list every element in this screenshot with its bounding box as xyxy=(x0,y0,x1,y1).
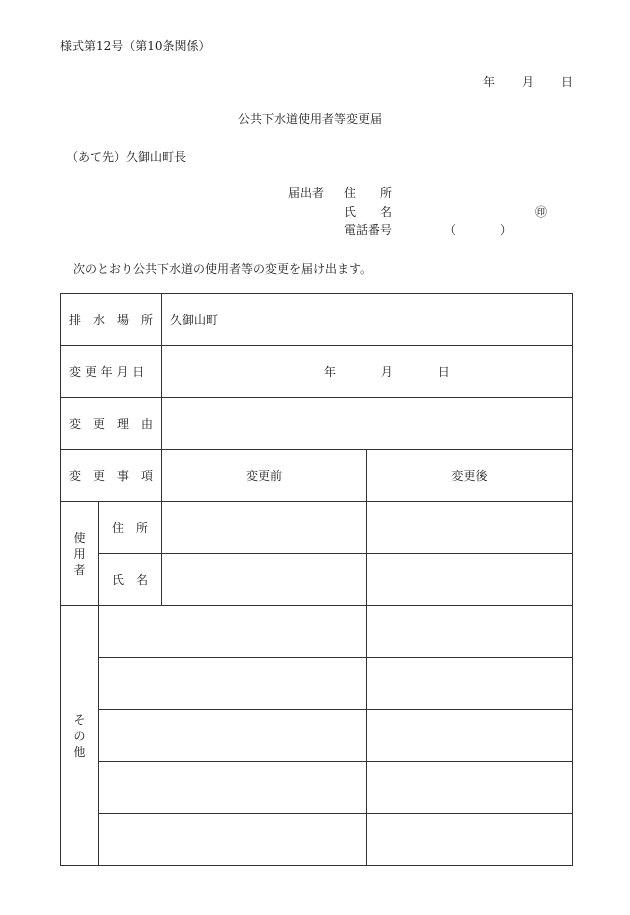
seal-mark: ㊞ xyxy=(535,205,548,219)
drainage-place-label-cell xyxy=(61,294,162,346)
user-address-label-cell xyxy=(99,502,162,554)
table-row xyxy=(61,762,573,814)
change-date-year: 年 xyxy=(324,365,337,379)
table-row xyxy=(61,554,573,606)
change-date-value-cell[interactable] xyxy=(162,346,573,398)
other-before-cell[interactable] xyxy=(99,762,367,814)
table-row xyxy=(61,450,573,502)
after-header-cell xyxy=(367,450,573,502)
change-items-label-cell xyxy=(61,450,162,502)
user-address-before-cell[interactable] xyxy=(162,502,367,554)
user-label-char: 使 xyxy=(73,530,86,545)
user-address-after-cell[interactable] xyxy=(367,502,573,554)
applicant-address-label: 住 所 xyxy=(344,186,393,200)
user-address-label: 住 所 xyxy=(112,521,149,535)
other-after-cell[interactable] xyxy=(367,710,573,762)
table-row xyxy=(61,346,573,398)
other-label-char: 他 xyxy=(73,744,86,759)
change-date-label-cell xyxy=(61,346,162,398)
form-number: 様式第12号（第10条関係） xyxy=(60,39,211,53)
other-label-char: そ xyxy=(73,712,86,727)
other-before-cell[interactable] xyxy=(99,814,367,866)
change-date-month: 月 xyxy=(380,365,393,379)
other-after-cell[interactable] xyxy=(367,814,573,866)
addressee: （あて先）久御山町長 xyxy=(66,150,187,164)
user-label-cell xyxy=(61,502,99,606)
user-name-after-cell[interactable] xyxy=(367,554,573,606)
other-after-cell[interactable] xyxy=(367,762,573,814)
drainage-place-value: 久御山町 xyxy=(170,313,219,327)
table-row xyxy=(61,294,573,346)
change-date-label: 変 更 年 月 日 xyxy=(69,365,145,379)
other-before-cell[interactable] xyxy=(99,658,367,710)
date-month-label: 月 xyxy=(522,75,535,89)
user-name-before-cell[interactable] xyxy=(162,554,367,606)
user-label-char: 者 xyxy=(73,562,86,577)
applicant-label: 届出者 xyxy=(288,186,325,200)
other-label-char: の xyxy=(73,728,86,743)
phone-paren-close: ） xyxy=(500,223,513,237)
user-name-label-cell xyxy=(99,554,162,606)
other-after-cell[interactable] xyxy=(367,658,573,710)
applicant-name-label: 氏 名 xyxy=(344,205,393,219)
other-before-cell[interactable] xyxy=(99,710,367,762)
user-label-char: 用 xyxy=(73,546,86,561)
user-name-label: 氏 名 xyxy=(112,573,149,587)
before-header-cell xyxy=(162,450,367,502)
change-reason-label-cell xyxy=(61,398,162,450)
table-row xyxy=(61,606,573,658)
date-year-label: 年 xyxy=(483,75,496,89)
other-label-cell xyxy=(61,606,99,866)
drainage-place-value-cell[interactable] xyxy=(162,294,573,346)
change-date-day: 日 xyxy=(437,365,450,379)
table-row xyxy=(61,814,573,866)
form-title: 公共下水道使用者等変更届 xyxy=(238,112,383,126)
change-items-label: 変 更 事 項 xyxy=(69,469,154,483)
other-after-cell[interactable] xyxy=(367,606,573,658)
date-day-label: 日 xyxy=(561,75,574,89)
before-label: 変更前 xyxy=(246,469,283,483)
applicant-phone-label: 電話番号 xyxy=(344,223,393,237)
after-label: 変更後 xyxy=(451,469,488,483)
phone-paren-open: （ xyxy=(444,223,457,237)
change-reason-label: 変 更 理 由 xyxy=(69,417,154,431)
change-reason-value-cell[interactable] xyxy=(162,398,573,450)
table-row xyxy=(61,502,573,554)
table-row xyxy=(61,710,573,762)
table-row xyxy=(61,398,573,450)
drainage-place-label: 排 水 場 所 xyxy=(69,313,154,327)
other-before-cell[interactable] xyxy=(99,606,367,658)
change-form-table xyxy=(60,293,573,866)
table-row xyxy=(61,658,573,710)
intro-text: 次のとおり公共下水道の使用者等の変更を届け出ます。 xyxy=(73,262,373,276)
